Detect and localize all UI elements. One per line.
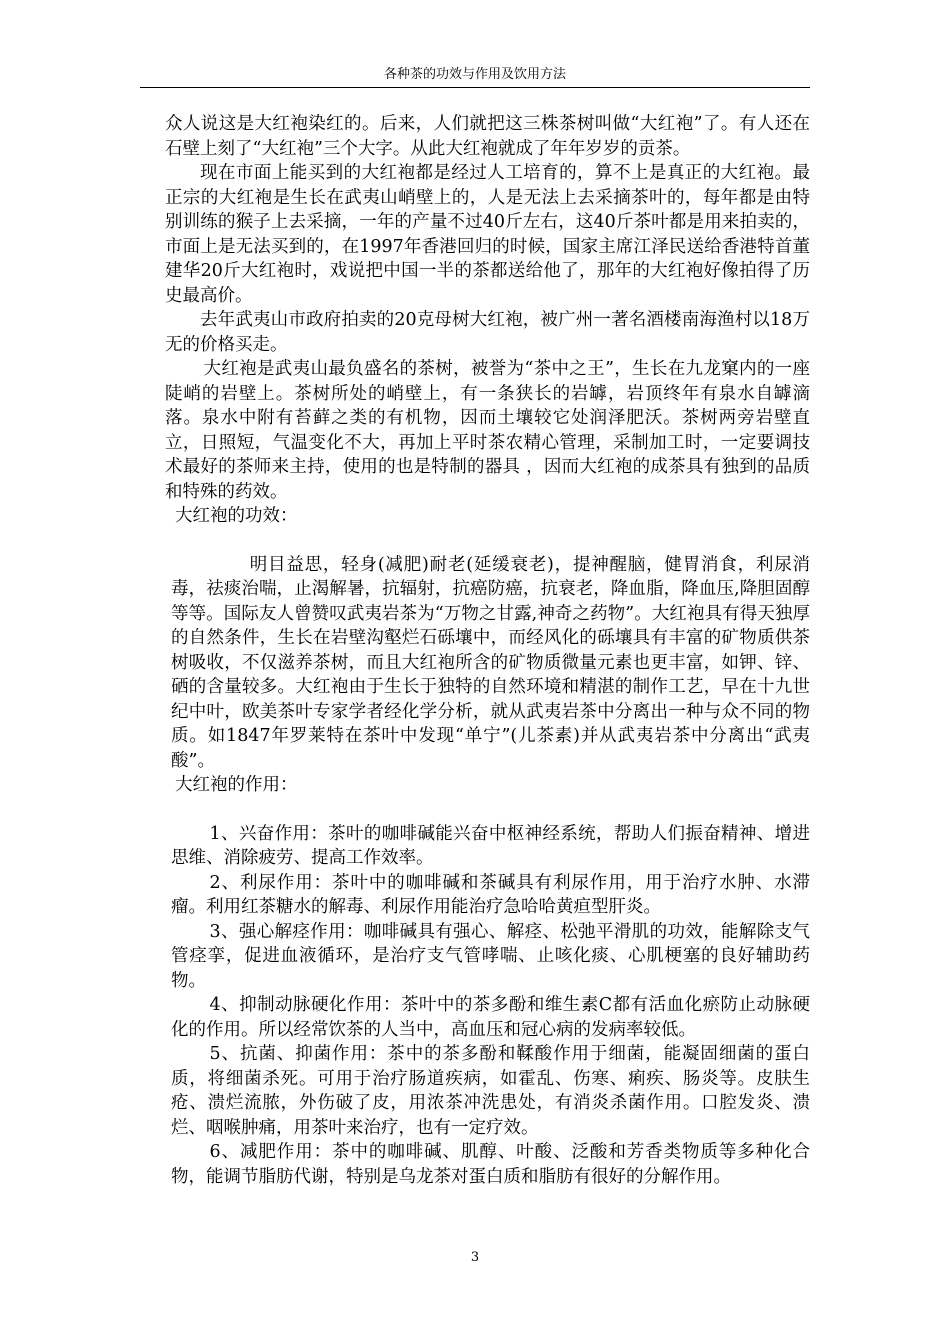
page-header: 各种茶的功效与作用及饮用方法 <box>383 67 566 82</box>
paragraph-intro-4: 大红袍是武夷山最负盛名的茶树，被誉为“茶中之王”，生长在九龙窠内的一座陡峭的岩壁上。茶树所处的峭壁上，有一条狭长的岩罅，岩顶终年有泉水自罅滴落。泉水中附有苔藓之类的有机物，因而土壤较它处润泽肥沃。茶树两旁岩壁直立，日照短，气温变化不大，再加上平时茶农精心管理，采制加工时，一定要调技术最好的茶师来主持，使用的也是特制的器具 ，因而大红袍的成茶具有独到的品质和特殊的药效。 <box>165 359 810 502</box>
spacer <box>165 798 810 822</box>
page-number: 3 <box>470 1250 480 1265</box>
effect-item-5: 5、抗菌、抑菌作用：茶中的茶多酚和鞣酸作用于细菌，能凝固细菌的蛋白质，将细菌杀死。可用于治疗肠道疾病，如霍乱、伤寒、痢疾、肠炎等。皮肤生疮、溃烂流脓，外伤破了皮，用浓茶冲洗患处，有消炎杀菌作用。口腔发炎、溃烂、咽喉肿痛，用茶叶来治疗，也有一定疗效。 <box>171 1044 810 1138</box>
effect-item-3: 3、强心解痉作用：咖啡碱具有强心、解痉、松弛平滑肌的功效，能解除支气管痉挛，促进血液循环，是治疗支气管哮喘、止咳化痰、心肌梗塞的良好辅助药物。 <box>171 921 810 991</box>
effect-item-2: 2、利尿作用：茶叶中的咖啡碱和茶碱具有利尿作用，用于治疗水肿、水滞瘤。利用红茶糖水的解毒、利尿作用能治疗急哈哈黄疸型肝炎。 <box>171 872 810 917</box>
paragraph-intro-1: 众人说这是大红袍染红的。后来，人们就把这三株茶树叫做“大红袍”了。有人还在石壁上刻了“大红袍”三个大字。从此大红袍就成了年年岁岁的贡茶。 <box>165 114 810 159</box>
paragraph-intro-3: 去年武夷山市政府拍卖的20克母树大红袍，被广州一著名酒楼南海渔村以18万无的价格买走。 <box>165 310 810 355</box>
effect-item-1: 1、兴奋作用：茶叶的咖啡碱能兴奋中枢神经系统，帮助人们振奋精神、增进思维、消除疲劳、提高工作效率。 <box>171 823 810 868</box>
effects-heading: 大红袍的作用： <box>175 775 298 795</box>
paragraph-intro-2: 现在市面上能买到的大红袍都是经过人工培育的，算不上是真正的大红袍。最正宗的大红袍是生长在武夷山峭壁上的，人是无法上去采摘茶叶的，每年都是由特别训练的猴子上去采摘，一年的产量不过40斤左右，这40斤茶叶都是用来拍卖的，市面上是无法买到的，在1997年香港回归的时候，国家主席江泽民送给香港特首董建华20斤大红袍时，戏说把中国一半的茶都送给他了，那年的大红袍好像拍得了历史最高价。 <box>165 163 810 306</box>
spacer <box>165 529 810 553</box>
effect-item-4: 4、抑制动脉硬化作用：茶叶中的茶多酚和维生素C都有活血化瘀防止动脉硬化的作用。所以经常饮茶的人当中，高血压和冠心病的发病率较低。 <box>171 995 810 1040</box>
efficacy-heading: 大红袍的功效： <box>175 506 298 526</box>
efficacy-paragraph: 明目益思，轻身(减肥)耐老(延缓衰老)，提神醒脑，健胃消食，利尿消毒，祛痰治喘，止渴解暑，抗辐射，抗癌防癌，抗衰老，降血脂，降血压,降胆固醇等等。国际友人曾赞叹武夷岩茶为“万物之甘露,神奇之药物”。大红袍具有得天独厚的自然条件，生长在岩壁沟壑烂石砾壤中，而经风化的砾壤具有丰富的矿物质供茶树吸收，不仅滋养茶树，而且大红袍所含的矿物质微量元素也更丰富，如钾、锌、硒的含量较多。大红袍由于生长于独特的自然环境和精湛的制作工艺，早在十九世纪中叶，欧美茶叶专家学者经化学分析，就从武夷岩茶中分离出一种与众不同的物质。如1847年罗莱特在茶叶中发现“单宁”(儿茶素)并从武夷岩茶中分离出“武夷酸”。 <box>171 554 810 771</box>
document-body <box>165 112 810 1189</box>
effect-item-6: 6、减肥作用：茶中的咖啡碱、肌醇、叶酸、泛酸和芳香类物质等多种化合物，能调节脂肪代谢，特别是乌龙茶对蛋白质和脂肪有很好的分解作用。 <box>171 1142 810 1187</box>
header-rule <box>140 87 810 88</box>
